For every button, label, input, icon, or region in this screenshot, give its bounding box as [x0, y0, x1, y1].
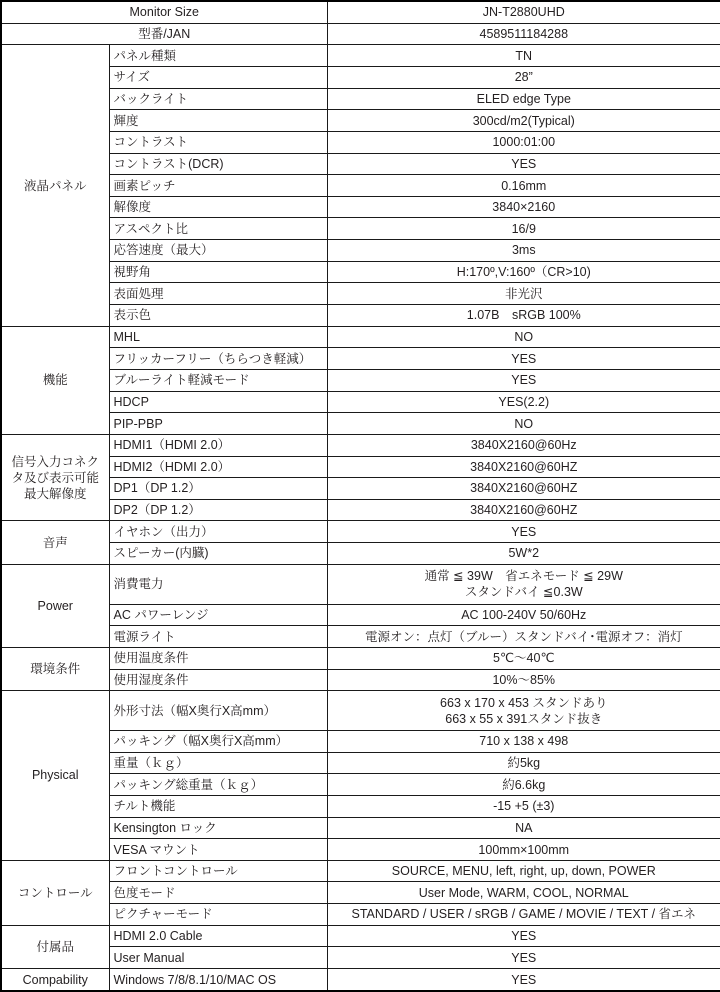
- spec-item-value: 100mm×100mm: [327, 839, 720, 861]
- spec-item-label: HDMI 2.0 Cable: [109, 925, 327, 947]
- table-row: [1, 499, 720, 521]
- table-row: [1, 175, 720, 197]
- spec-item-value: 3ms: [327, 240, 720, 262]
- spec-item-label: MHL: [109, 326, 327, 348]
- spec-item-value: YES: [327, 153, 720, 175]
- spec-item-label: ピクチャーモード: [109, 904, 327, 926]
- table-row: [1, 261, 720, 283]
- spec-item-label: コントラスト(DCR): [109, 153, 327, 175]
- group-label: 機能: [1, 326, 109, 434]
- spec-item-value: 約5kg: [327, 752, 720, 774]
- spec-item-value: YES(2.2): [327, 391, 720, 413]
- spec-item-label: 色度モード: [109, 882, 327, 904]
- spec-item-value: SOURCE, MENU, left, right, up, down, POWER: [327, 860, 720, 882]
- spec-item-value: 3840X2160@60Hz: [327, 434, 720, 456]
- group-label: 環境条件: [1, 647, 109, 690]
- spec-item-value: 5W*2: [327, 543, 720, 565]
- spec-item-label: 外形寸法（幅X奥行X高mm）: [109, 691, 327, 731]
- table-row-jan: [1, 23, 720, 45]
- spec-item-value: User Mode, WARM, COOL, NORMAL: [327, 882, 720, 904]
- table-row: [1, 860, 720, 882]
- spec-item-value: 16/9: [327, 218, 720, 240]
- spec-item-value: YES: [327, 521, 720, 543]
- table-row: [1, 521, 720, 543]
- spec-item-label: 応答速度（最大）: [109, 240, 327, 262]
- table-row: [1, 434, 720, 456]
- spec-value-line-1: 663 x 170 x 453 スタンドあり: [440, 695, 608, 710]
- spec-item-value: 3840X2160@60HZ: [327, 456, 720, 478]
- table-row: [1, 904, 720, 926]
- spec-item-label: 消費電力: [109, 564, 327, 604]
- spec-item-label: 表面処理: [109, 283, 327, 305]
- jan-value: 4589511184288: [327, 23, 720, 45]
- spec-item-value: NO: [327, 413, 720, 435]
- spec-item-value: 28”: [327, 66, 720, 88]
- table-row: [1, 131, 720, 153]
- spec-item-value: 1.07B sRGB 100%: [327, 305, 720, 327]
- spec-item-value: 3840X2160@60HZ: [327, 499, 720, 521]
- spec-item-label: 視野角: [109, 261, 327, 283]
- spec-item-label: AC パワーレンジ: [109, 604, 327, 626]
- table-row: [1, 348, 720, 370]
- table-row: [1, 305, 720, 327]
- spec-item-label: ブルーライト軽減モード: [109, 369, 327, 391]
- spec-item-value: NO: [327, 326, 720, 348]
- table-row: [1, 564, 720, 604]
- table-row: [1, 691, 720, 731]
- spec-item-label: HDMI2（HDMI 2.0）: [109, 456, 327, 478]
- spec-item-value: AC 100-240V 50/60Hz: [327, 604, 720, 626]
- group-label: コントロール: [1, 860, 109, 925]
- model-size-label: Monitor Size: [1, 1, 327, 23]
- spec-item-label: アスペクト比: [109, 218, 327, 240]
- table-row: [1, 839, 720, 861]
- table-row: [1, 795, 720, 817]
- spec-item-label: VESA マウント: [109, 839, 327, 861]
- table-row: [1, 456, 720, 478]
- spec-item-value: [327, 564, 720, 604]
- spec-item-label: コントラスト: [109, 131, 327, 153]
- spec-item-label: HDCP: [109, 391, 327, 413]
- spec-item-label: User Manual: [109, 947, 327, 969]
- model-size-value: JN-T2880UHD: [327, 1, 720, 23]
- spec-item-value: YES: [327, 369, 720, 391]
- table-row: [1, 45, 720, 67]
- spec-item-value: 710 x 138 x 498: [327, 731, 720, 753]
- table-row: [1, 752, 720, 774]
- table-row: [1, 478, 720, 500]
- table-row: [1, 731, 720, 753]
- spec-item-label: フロントコントロール: [109, 860, 327, 882]
- spec-item-value: YES: [327, 348, 720, 370]
- spec-value-line-2: スタンドバイ ≦0.3W: [464, 585, 583, 600]
- spec-item-label: DP2（DP 1.2）: [109, 499, 327, 521]
- table-row: [1, 391, 720, 413]
- table-row: [1, 110, 720, 132]
- spec-item-label: 使用温度条件: [109, 647, 327, 669]
- table-row: [1, 947, 720, 969]
- table-row: [1, 369, 720, 391]
- spec-item-label: 重量（ｋｇ）: [109, 752, 327, 774]
- group-label: Power: [1, 564, 109, 647]
- table-row: [1, 326, 720, 348]
- table-row: [1, 413, 720, 435]
- spec-item-value: 0.16mm: [327, 175, 720, 197]
- spec-item-label: Windows 7/8/8.1/10/MAC OS: [109, 969, 327, 991]
- spec-item-label: パッキング（幅X奥行X高mm）: [109, 731, 327, 753]
- spec-item-label: HDMI1（HDMI 2.0）: [109, 434, 327, 456]
- spec-item-label: 解像度: [109, 196, 327, 218]
- table-row: [1, 969, 720, 991]
- table-row: [1, 153, 720, 175]
- spec-item-label: Kensington ロック: [109, 817, 327, 839]
- group-label: Physical: [1, 691, 109, 861]
- spec-item-value: 5℃〜40℃: [327, 647, 720, 669]
- table-row: [1, 240, 720, 262]
- table-row: [1, 669, 720, 691]
- table-row: [1, 626, 720, 648]
- spec-item-value: 3840×2160: [327, 196, 720, 218]
- table-row-model: [1, 1, 720, 23]
- table-row: [1, 88, 720, 110]
- jan-label: 型番/JAN: [1, 23, 327, 45]
- group-label: Compability: [1, 969, 109, 991]
- table-row: [1, 218, 720, 240]
- spec-item-label: チルト機能: [109, 795, 327, 817]
- spec-item-value: YES: [327, 925, 720, 947]
- spec-item-label: サイズ: [109, 66, 327, 88]
- spec-item-label: 使用湿度条件: [109, 669, 327, 691]
- spec-item-label: パネル種類: [109, 45, 327, 67]
- spec-item-label: DP1（DP 1.2）: [109, 478, 327, 500]
- table-row: [1, 774, 720, 796]
- spec-value-line-2: 663 x 55 x 391スタンド抜き: [445, 711, 603, 726]
- spec-item-label: バックライト: [109, 88, 327, 110]
- spec-item-value: STANDARD / USER / sRGB / GAME / MOVIE / TEXT / 省エネ: [327, 904, 720, 926]
- spec-item-value: TN: [327, 45, 720, 67]
- group-label: 信号入力コネクタ及び表示可能最大解像度: [1, 434, 109, 521]
- table-row: [1, 817, 720, 839]
- spec-item-value: H:170º,V:160º（CR>10): [327, 261, 720, 283]
- spec-item-label: スピーカー(内臓): [109, 543, 327, 565]
- group-label: 音声: [1, 521, 109, 564]
- table-row: [1, 283, 720, 305]
- spec-item-label: 電源ライト: [109, 626, 327, 648]
- table-row: [1, 647, 720, 669]
- spec-item-label: 画素ピッチ: [109, 175, 327, 197]
- spec-item-label: イヤホン（出力）: [109, 521, 327, 543]
- spec-item-label: PIP-PBP: [109, 413, 327, 435]
- spec-item-value: 3840X2160@60HZ: [327, 478, 720, 500]
- spec-item-value: NA: [327, 817, 720, 839]
- spec-item-value: [327, 691, 720, 731]
- group-label: 液晶パネル: [1, 45, 109, 326]
- spec-item-value: YES: [327, 969, 720, 991]
- spec-item-value: 1000:01:00: [327, 131, 720, 153]
- spec-item-value: 非光沢: [327, 283, 720, 305]
- table-row: [1, 196, 720, 218]
- spec-item-value: -15 +5 (±3): [327, 795, 720, 817]
- table-row: [1, 882, 720, 904]
- spec-item-label: フリッカーフリー（ちらつき軽減）: [109, 348, 327, 370]
- table-row: [1, 925, 720, 947]
- table-row: [1, 543, 720, 565]
- spec-item-label: 表示色: [109, 305, 327, 327]
- table-row: [1, 604, 720, 626]
- group-label: 付属品: [1, 925, 109, 968]
- spec-value-line-1: 通常 ≦ 39W 省エネモード ≦ 29W: [424, 569, 623, 584]
- table-row: [1, 66, 720, 88]
- spec-item-value: 300cd/m2(Typical): [327, 110, 720, 132]
- spec-item-value: ELED edge Type: [327, 88, 720, 110]
- specification-table-body: [1, 1, 720, 991]
- spec-item-label: パッキング総重量（ｋｇ）: [109, 774, 327, 796]
- spec-item-value: 電源オン：点灯（ブルー）スタンドバイ･電源オフ：消灯: [327, 626, 720, 648]
- spec-item-value: YES: [327, 947, 720, 969]
- spec-item-value: 約6.6kg: [327, 774, 720, 796]
- spec-item-value: 10%〜85%: [327, 669, 720, 691]
- spec-item-label: 輝度: [109, 110, 327, 132]
